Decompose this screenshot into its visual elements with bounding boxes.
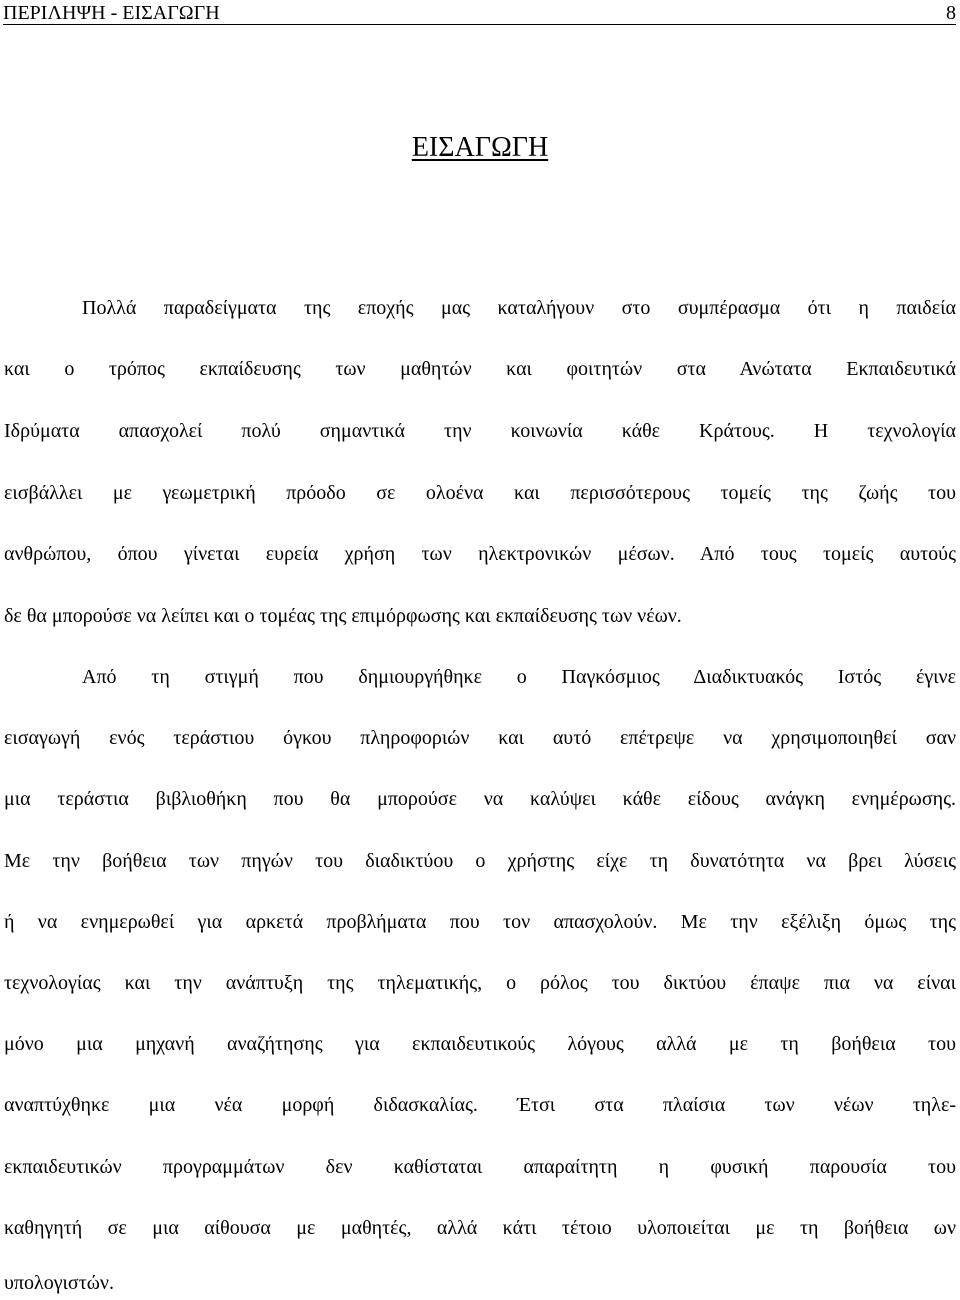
chapter-title: ΕΙΣΑΓΩΓΗ [411, 132, 549, 163]
paragraph-line: εκπαιδευτικών προγραμμάτων δεν καθίσταται απαραίτητη η φυσική παρουσία του [4, 1156, 956, 1178]
paragraph-line: ανθρώπου, όπου γίνεται ευρεία χρήση των ηλεκτρονικών μέσων. Από τους τομείς αυτούς [4, 543, 956, 565]
paragraph-line: και ο τρόπος εκπαίδευσης των μαθητών και φοιτητών στα Ανώτατα Εκπαιδευτικά [4, 358, 956, 380]
paragraph-line: τεχνολογίας και την ανάπτυξη της τηλεματικής, ο ρόλος του δικτύου έπαψε πια να είναι [4, 972, 956, 994]
paragraph-line: μόνο μια μηχανή αναζήτησης για εκπαιδευτικούς λόγους αλλά με τη βοήθεια του [4, 1033, 956, 1055]
paragraph-line: Με την βοήθεια των πηγών του διαδικτύου ο χρήστης είχε τη δυνατότητα να βρει λύσεις [4, 850, 956, 872]
paragraph-line: Πολλά παραδείγματα της εποχής μας καταλήγουν στο συμπέρασμα ότι η παιδεία [82, 297, 956, 319]
paragraph-line: δε θα μπορούσε να λείπει και ο τομέας της επιμόρφωσης και εκπαίδευσης των νέων. [4, 605, 682, 627]
page-number: 8 [946, 2, 956, 24]
paragraph-line: υπολογιστών. [4, 1272, 114, 1294]
paragraph-line: αναπτύχθηκε μια νέα μορφή διδασκαλίας. Έτσι στα πλαίσια των νέων τηλε- [4, 1094, 956, 1116]
paragraph-line: καθηγητή σε μια αίθουσα με μαθητές, αλλά κάτι τέτοιο υλοποιείται με τη βοήθεια ων [4, 1217, 956, 1239]
paragraph-line: ή να ενημερωθεί για αρκετά προβλήματα που τον απασχολούν. Με την εξέλιξη όμως της [4, 911, 956, 933]
paragraph-line: Ιδρύματα απασχολεί πολύ σημαντικά την κοινωνία κάθε Κράτους. Η τεχνολογία [4, 420, 956, 442]
running-header [3, 2, 956, 25]
header-section-title: ΠΕΡΙΛΗΨΗ - ΕΙΣΑΓΩΓΗ [3, 2, 220, 24]
paragraph-line: Από τη στιγμή που δημιουργήθηκε ο Παγκόσμιος Διαδικτυακός Ιστός έγινε [82, 666, 956, 688]
paragraph-line: εισαγωγή ενός τεράστιου όγκου πληροφοριών και αυτό επέτρεψε να χρησιμοποιηθεί σαν [4, 727, 956, 749]
paragraph-line: μια τεράστια βιβλιοθήκη που θα μπορούσε να καλύψει κάθε είδους ανάγκη ενημέρωσης. [4, 788, 956, 810]
paragraph-line: εισβάλλει με γεωμετρική πρόοδο σε ολοένα και περισσότερους τομείς της ζωής του [4, 482, 956, 504]
